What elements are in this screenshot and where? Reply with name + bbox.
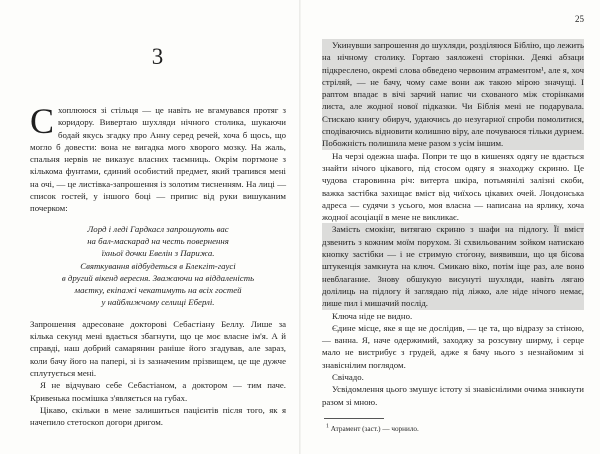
footnote-text: Атрамент (заст.) — чорнило. xyxy=(330,424,419,433)
right-page xyxy=(300,0,600,454)
body-paragraph-highlighted: Укинувши запрошення до шухляди, розділяюся Біблію, що лежить на нічному столику. Гортаю заяложені сторінки. Деякі абзаци підкреслено, окремі слова обведено червоним атраментом¹, але я, хоч стріляй, — не бачу, чому саме вони аж такою мірою значущі. І раптом впадає в вічі зарчий напис чи схованого між сторінками листа, але жодної нової підказки. Чи Біблія мені не подарувала. Стискаю книгу обируч, удаючись до незугарної спроби помолитися, сподіваючись відновити колишню віру, але почуваюся тільки дурнем. Побожність полишила мене разом з усім іншим. xyxy=(322,40,584,149)
opening-paragraph xyxy=(30,101,286,215)
invitation-line: у найближчому селищі Еберлі. xyxy=(101,297,215,308)
invitation-line: Святкування відбудеться в Блекгіт-гаусі xyxy=(80,260,236,271)
body-paragraph: Усвідомлення цього змушує істоту зі знавіснілими очима зникнути разом зі мною. xyxy=(322,384,584,407)
body-paragraph: Я не відчуваю себе Себастіаном, а доктором — тим паче. Кривенька посмішка з'являється на губах. xyxy=(30,380,286,403)
body-paragraph: Ключа ніде не видно. xyxy=(332,310,413,321)
invitation-text xyxy=(30,223,286,309)
invitation-line: в другий вікенд вересня. Зважаючи на віддаленість xyxy=(61,272,255,283)
page-number: 25 xyxy=(575,14,584,24)
footnote xyxy=(322,425,584,434)
invitation-line: Лорд і леді Гардкасл запрошують вас xyxy=(87,223,229,234)
footnote-rule xyxy=(324,418,384,419)
body-paragraph-highlighted: Замість смокінг, витягаю скриню з шафи на підлогу. Її вміст дзвенить з кожним моїм порухом. Зі схвильованим зойком натискаю кнопку застібки — і не стримую сто́гону, виявивши, що ця бісова штукенція замкнута на ключ. Смикаю віко, потім іще раз, але воно невблагание. Знову обшукую висунуті шухляди, навіть лягаю долілиць на підлогу й заглядаю під ліжко, але ніде нічого немає, лише пил і мишачий послід. xyxy=(322,224,584,309)
body-paragraph: Запрошення адресоване докторові Себастіану Беллу. Лише за кілька секунд мені вдається збагнути, що це моє власне ім'я. А й справді, наш добрий самарянин раніше його згадував, але зараз, коли бачу його на папері, зі із зазначеним прізвищем, це ще дужче сплутується мені. xyxy=(30,318,286,378)
invitation-line: на бал-маскарад на честь повернення xyxy=(87,235,229,246)
chapter-number: 3 xyxy=(151,44,165,69)
invitation-line: їхньої дочки Евелін з Парижа. xyxy=(101,248,215,259)
footnote-marker: 1 xyxy=(326,423,329,430)
body-paragraph: Свічадо. xyxy=(332,372,364,383)
body-paragraph: На черзі одежна шафа. Попри те що в кишенях одягу не вдається знайти нічого цікавого, під стосом одягу я знаходжу скриню. Це чудова старовинна річ: витерта шкіра, потьмянілі залізні скоби, важка застібка захищає вміст від чиїхось цікавих очей. Лондонська адреса — судячи з усього, моя власна — написана на ярлику, хоча жодної асоціації в мене не викликає. xyxy=(322,150,584,223)
invitation-line: маєтку, екіпажі чекатимуть на всіх гостей xyxy=(74,285,242,296)
opening-paragraph-text: хоплююся зі стільця — це навіть не вгамувався протяг з коридору. Вивертаю шухляди нічного столика, шукаючи бодай якусь згадку про Анну серед речей, хоча б щось, що могло б довести: вона не вигадка мого хворого мозку. На жаль, спальня нервів не виказує власних таємниць. Окрім портмоне з кількома фунтами, єдиний особистий предмет, який трапився мені на очі, — це листівка-запрошення із золотим тисненням. На лиці — список гостей, у іншого боці — припис від руки вишуканим почерком: xyxy=(30,105,286,214)
body-paragraph: Цікаво, скільки в мене залишиться пацієнтів після того, як я начепило стетоскоп догори дригом. xyxy=(30,404,286,428)
body-paragraph: Єдине місце, яке я ще не дослідив, — це та, що відразу за стіною, — ванна. Я, наче одержимий, заходжу за розсувну ширму, і серце мало не вистрибує з грудей, адже я бачу нього з незнайомим зі знавіснілим поглядом. xyxy=(322,322,584,370)
drop-cap-letter: С xyxy=(30,101,55,141)
